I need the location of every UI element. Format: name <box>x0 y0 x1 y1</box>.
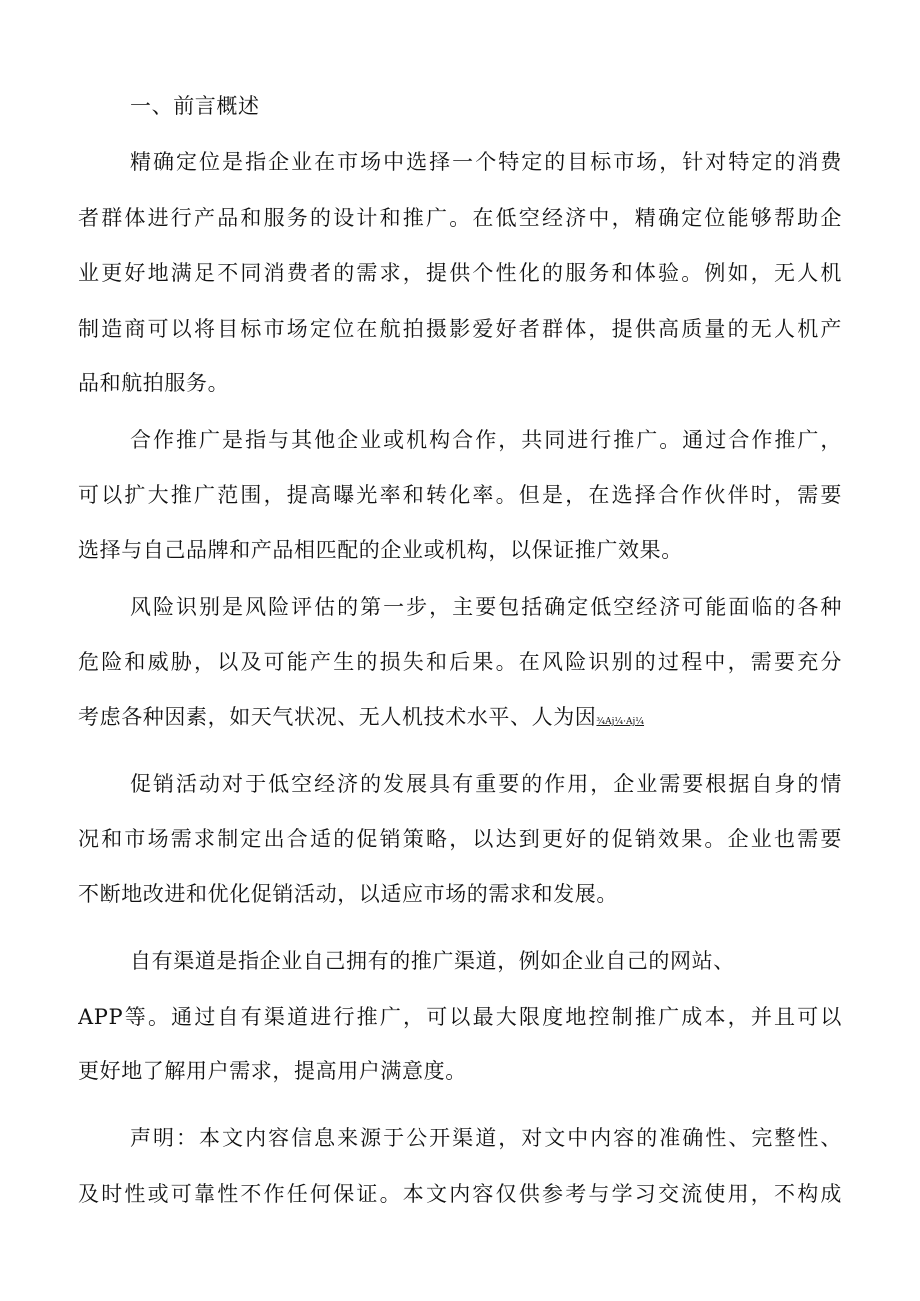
disclaimer-line: 及时性或可靠性不作任何保证。本文内容仅供参考与学习交流使用，不构成 <box>78 1182 842 1206</box>
paragraph-line: 精确定位是指企业在市场中选择一个特定的目标市场，针对特定的消费 <box>130 150 842 174</box>
paragraph-line: 合作推广是指与其他企业或机构合作，共同进行推广。通过合作推广， <box>130 428 842 452</box>
paragraph-line: 制造商可以将目标市场定位在航拍摄影爱好者群体，提供高质量的无人机产 <box>78 317 842 341</box>
paragraph-line: 况和市场需求制定出合适的促销策略，以达到更好的促销效果。企业也需要 <box>78 827 842 851</box>
paragraph-line: 更好地了解用户需求，提高用户满意度。 <box>78 1059 467 1083</box>
paragraph-line: 可以扩大推广范围，提高曝光率和转化率。但是，在选择合作伙伴时，需要 <box>78 483 842 507</box>
paragraph-line: 危险和威胁，以及可能产生的损失和后果。在风险识别的过程中，需要充分 <box>78 650 842 674</box>
section-heading: 一、前言概述 <box>130 94 260 118</box>
paragraph-line <box>78 701 842 738</box>
paragraph-line: 促销活动对于低空经济的发展具有重要的作用，企业需要根据自身的情 <box>130 772 842 796</box>
paragraph-line: 者群体进行产品和服务的设计和推广。在低空经济中，精确定位能够帮助企 <box>78 206 842 230</box>
paragraph-line: 品和航拍服务。 <box>78 371 230 395</box>
paragraph-line: 业更好地满足不同消费者的需求，提供个性化的服务和体验。例如，无人机 <box>78 261 842 285</box>
paragraph-line: 不断地改进和优化促销活动，以适应市场的需求和发展。 <box>78 882 618 906</box>
paragraph-line: APP等。通过自有渠道进行推广，可以最大限度地控制推广成本，并且可以 <box>78 1005 842 1029</box>
paragraph-line: 自有渠道是指企业自己拥有的推广渠道，例如企业自己的网站、 <box>130 949 735 973</box>
paragraph-line: 选择与自己品牌和产品相匹配的企业或机构，以保证推广效果。 <box>78 538 683 562</box>
garbled-text-fragment: ¾Aj¼·Aj¼ <box>596 717 645 727</box>
paragraph-line: 风险识别是风险评估的第一步，主要包括确定低空经济可能面临的各种 <box>130 595 842 619</box>
paragraph-line-text: 考虑各种因素，如天气状况、无人机技术水平、人为因 <box>78 705 597 729</box>
disclaimer-line: 声明：本文内容信息来源于公开渠道，对文中内容的准确性、完整性、 <box>130 1126 842 1150</box>
